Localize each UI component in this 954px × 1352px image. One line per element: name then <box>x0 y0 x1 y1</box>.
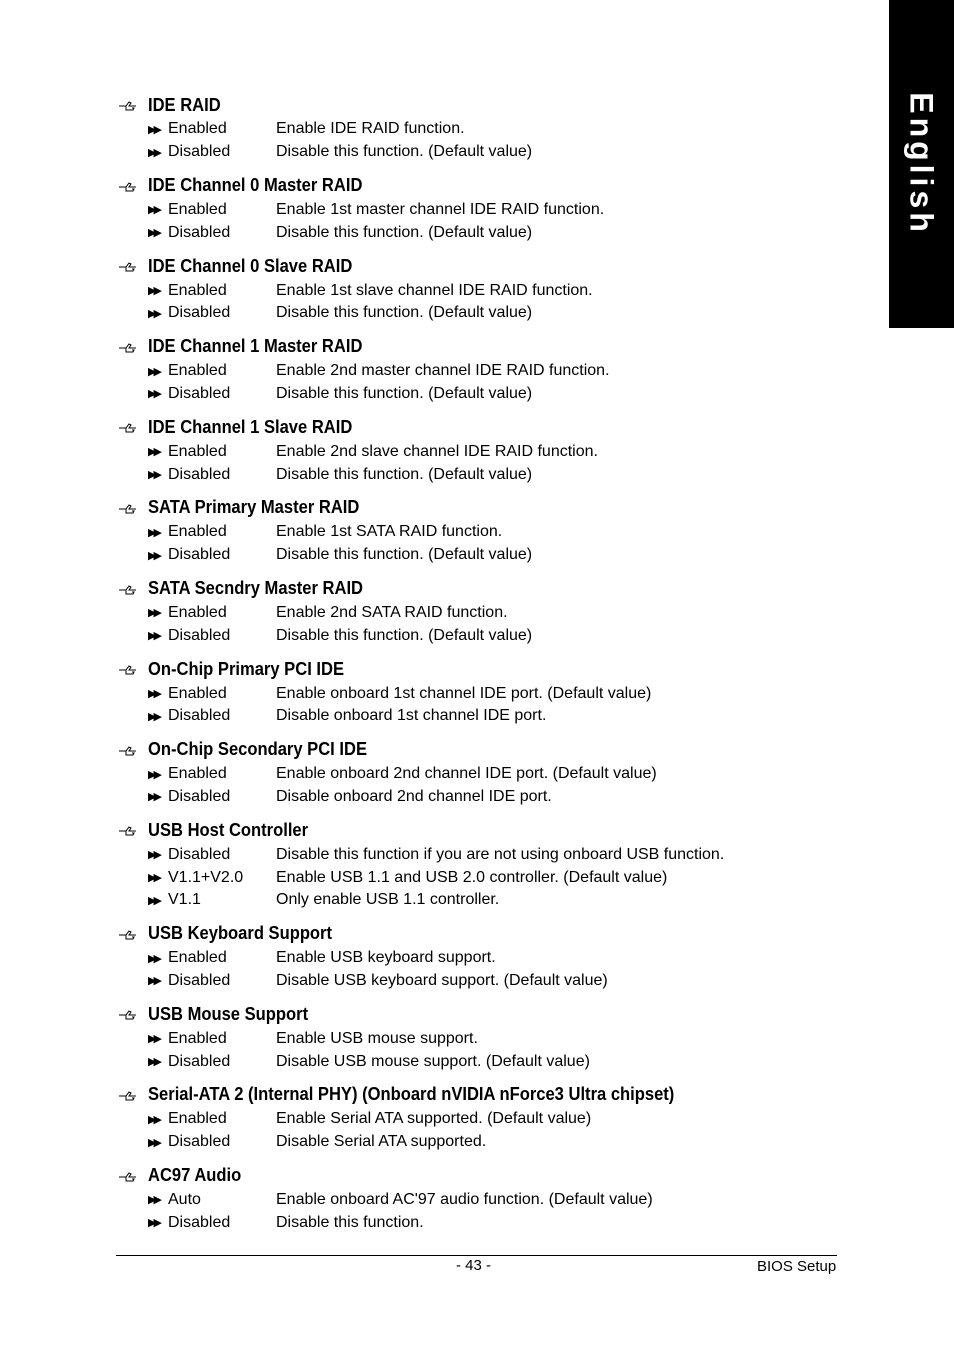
option-name: Disabled <box>168 143 231 161</box>
option-row <box>116 463 856 486</box>
bios-setting-section <box>116 334 856 406</box>
option-row <box>116 221 856 244</box>
double-arrow-icon: ▶▶ <box>148 446 159 459</box>
double-arrow-icon: ▶▶ <box>148 1217 159 1230</box>
setting-title: IDE RAID <box>148 94 221 115</box>
option-row <box>116 947 856 970</box>
option-name: Disabled <box>168 1052 231 1070</box>
pointing-hand-icon <box>118 744 138 756</box>
option-name: Enabled <box>168 523 227 541</box>
option-name: Enabled <box>168 442 227 460</box>
setting-title: AC97 Audio <box>148 1165 242 1186</box>
double-arrow-icon: ▶▶ <box>148 1113 159 1126</box>
bios-setting-section <box>116 173 856 245</box>
option-name: V1.1+V2.0 <box>168 868 244 886</box>
bios-setting-section <box>116 1082 856 1154</box>
bios-setting-section <box>116 817 856 911</box>
option-row <box>116 1211 856 1234</box>
option-row <box>116 383 856 406</box>
double-arrow-icon: ▶▶ <box>148 688 159 701</box>
double-arrow-icon: ▶▶ <box>148 526 159 539</box>
option-row <box>116 786 856 809</box>
option-name: Enabled <box>168 120 227 138</box>
setting-header <box>116 334 856 360</box>
pointing-hand-icon <box>118 99 138 111</box>
pointing-hand-icon <box>118 341 138 353</box>
option-description: Enable 1st master channel IDE RAID function. <box>276 200 605 218</box>
option-row <box>116 302 856 325</box>
pointing-hand-icon <box>118 421 138 433</box>
bios-options-list <box>116 92 856 1243</box>
option-name: Enabled <box>168 684 227 702</box>
option-name: Enabled <box>168 362 227 380</box>
option-name: Enabled <box>168 603 227 621</box>
option-row <box>116 889 856 912</box>
option-row <box>116 1131 856 1154</box>
double-arrow-icon: ▶▶ <box>148 307 159 320</box>
pointing-hand-icon <box>118 260 138 272</box>
option-name: Disabled <box>168 1213 231 1231</box>
bios-setting-section <box>116 576 856 648</box>
option-row <box>116 682 856 705</box>
option-name: Enabled <box>168 1110 227 1128</box>
language-tab <box>889 0 954 328</box>
double-arrow-icon: ▶▶ <box>148 285 159 298</box>
option-description: Only enable USB 1.1 controller. <box>276 891 500 909</box>
option-description: Enable onboard AC'97 audio function. (Default value) <box>276 1190 653 1208</box>
bios-setting-section <box>116 414 856 486</box>
option-description: Disable USB keyboard support. (Default value) <box>276 971 608 989</box>
setting-title: USB Keyboard Support <box>148 923 333 944</box>
setting-header <box>116 92 856 118</box>
bios-setting-section <box>116 1001 856 1073</box>
footer-divider <box>116 1255 837 1256</box>
setting-header <box>116 656 856 682</box>
option-row <box>116 602 856 625</box>
setting-header <box>116 576 856 602</box>
double-arrow-icon: ▶▶ <box>148 710 159 723</box>
double-arrow-icon: ▶▶ <box>148 1033 159 1046</box>
option-description: Enable 2nd slave channel IDE RAID function. <box>276 442 598 460</box>
option-description: Disable this function. (Default value) <box>276 626 533 644</box>
option-description: Enable Serial ATA supported. (Default value) <box>276 1110 592 1128</box>
double-arrow-icon: ▶▶ <box>148 469 159 482</box>
option-description: Disable this function. (Default value) <box>276 304 533 322</box>
setting-header <box>116 1082 856 1108</box>
setting-title: IDE Channel 1 Master RAID <box>148 336 363 357</box>
double-arrow-icon: ▶▶ <box>148 1056 159 1069</box>
double-arrow-icon: ▶▶ <box>148 894 159 907</box>
option-name: Enabled <box>168 281 227 299</box>
pointing-hand-icon <box>118 583 138 595</box>
option-name: Disabled <box>168 1133 231 1151</box>
double-arrow-icon: ▶▶ <box>148 123 159 136</box>
option-row <box>116 1050 856 1073</box>
option-name: Enabled <box>168 765 227 783</box>
option-description: Disable onboard 1st channel IDE port. <box>276 707 547 725</box>
double-arrow-icon: ▶▶ <box>148 1194 159 1207</box>
option-name: Disabled <box>168 546 231 564</box>
option-row <box>116 970 856 993</box>
option-name: Disabled <box>168 384 231 402</box>
option-row <box>116 1027 856 1050</box>
option-name: Disabled <box>168 626 231 644</box>
option-row <box>116 1189 856 1212</box>
option-name: Enabled <box>168 200 227 218</box>
option-row <box>116 199 856 222</box>
setting-header <box>116 817 856 843</box>
double-arrow-icon: ▶▶ <box>148 227 159 240</box>
option-description: Enable 1st SATA RAID function. <box>276 523 503 541</box>
footer-section-title: BIOS Setup <box>757 1258 837 1275</box>
double-arrow-icon: ▶▶ <box>148 849 159 862</box>
bios-setting-section <box>116 737 856 809</box>
bios-setting-section <box>116 92 856 164</box>
setting-title: USB Mouse Support <box>148 1003 309 1024</box>
pointing-hand-icon <box>118 1008 138 1020</box>
option-row <box>116 118 856 141</box>
bios-setting-section <box>116 253 856 325</box>
option-description: Disable this function. (Default value) <box>276 546 533 564</box>
setting-header <box>116 414 856 440</box>
pointing-hand-icon <box>118 180 138 192</box>
option-row <box>116 705 856 728</box>
option-description: Disable Serial ATA supported. <box>276 1133 487 1151</box>
option-description: Enable onboard 2nd channel IDE port. (Default value) <box>276 765 657 783</box>
setting-title: On-Chip Primary PCI IDE <box>148 658 345 679</box>
option-description: Disable USB mouse support. (Default value) <box>276 1052 590 1070</box>
option-description: Enable IDE RAID function. <box>276 120 465 138</box>
option-description: Enable USB keyboard support. <box>276 949 496 967</box>
double-arrow-icon: ▶▶ <box>148 975 159 988</box>
setting-header <box>116 173 856 199</box>
pointing-hand-icon <box>118 1089 138 1101</box>
double-arrow-icon: ▶▶ <box>148 791 159 804</box>
option-name: V1.1 <box>168 891 201 909</box>
option-name: Disabled <box>168 465 231 483</box>
option-row <box>116 279 856 302</box>
setting-header <box>116 253 856 279</box>
option-name: Disabled <box>168 707 231 725</box>
option-description: Disable onboard 2nd channel IDE port. <box>276 787 552 805</box>
option-name: Disabled <box>168 971 231 989</box>
option-row <box>116 866 856 889</box>
option-name: Auto <box>168 1190 201 1208</box>
option-description: Enable USB mouse support. <box>276 1029 478 1047</box>
double-arrow-icon: ▶▶ <box>148 388 159 401</box>
option-description: Enable USB 1.1 and USB 2.0 controller. (Default value) <box>276 868 668 886</box>
option-description: Enable 2nd SATA RAID function. <box>276 603 508 621</box>
option-name: Disabled <box>168 223 231 241</box>
pointing-hand-icon <box>118 824 138 836</box>
pointing-hand-icon <box>118 663 138 675</box>
double-arrow-icon: ▶▶ <box>148 365 159 378</box>
option-row <box>116 141 856 164</box>
option-description: Disable this function. (Default value) <box>276 223 533 241</box>
setting-header <box>116 921 856 947</box>
setting-title: SATA Secndry Master RAID <box>148 578 364 599</box>
option-row <box>116 763 856 786</box>
option-name: Enabled <box>168 949 227 967</box>
option-row <box>116 624 856 647</box>
option-row <box>116 521 856 544</box>
option-row <box>116 440 856 463</box>
setting-header <box>116 495 856 521</box>
option-description: Enable 1st slave channel IDE RAID function. <box>276 281 593 299</box>
option-row <box>116 360 856 383</box>
option-description: Disable this function. (Default value) <box>276 384 533 402</box>
option-row <box>116 1108 856 1131</box>
option-name: Enabled <box>168 1029 227 1047</box>
option-name: Disabled <box>168 845 231 863</box>
option-row <box>116 843 856 866</box>
double-arrow-icon: ▶▶ <box>148 768 159 781</box>
bios-setting-section <box>116 495 856 567</box>
double-arrow-icon: ▶▶ <box>148 607 159 620</box>
setting-title: USB Host Controller <box>148 819 309 840</box>
option-name: Disabled <box>168 304 231 322</box>
option-description: Disable this function if you are not using onboard USB function. <box>276 845 725 863</box>
double-arrow-icon: ▶▶ <box>148 1136 159 1149</box>
bios-setting-section <box>116 1163 856 1235</box>
double-arrow-icon: ▶▶ <box>148 630 159 643</box>
double-arrow-icon: ▶▶ <box>148 146 159 159</box>
page-number: - 43 - <box>456 1257 492 1274</box>
double-arrow-icon: ▶▶ <box>148 204 159 217</box>
language-tab-label: English <box>903 92 940 236</box>
double-arrow-icon: ▶▶ <box>148 549 159 562</box>
setting-title: Serial-ATA 2 (Internal PHY) (Onboard nVIDIA nForce3 Ultra chipset) <box>148 1084 675 1105</box>
option-row <box>116 544 856 567</box>
option-description: Disable this function. <box>276 1213 424 1231</box>
setting-title: SATA Primary Master RAID <box>148 497 360 518</box>
setting-header <box>116 737 856 763</box>
setting-title: IDE Channel 1 Slave RAID <box>148 416 353 437</box>
setting-title: IDE Channel 0 Slave RAID <box>148 255 353 276</box>
option-description: Disable this function. (Default value) <box>276 143 533 161</box>
bios-setting-section <box>116 921 856 993</box>
option-description: Enable onboard 1st channel IDE port. (Default value) <box>276 684 652 702</box>
setting-header <box>116 1001 856 1027</box>
setting-header <box>116 1163 856 1189</box>
option-name: Disabled <box>168 787 231 805</box>
setting-title: On-Chip Secondary PCI IDE <box>148 739 368 760</box>
option-description: Enable 2nd master channel IDE RAID function. <box>276 362 610 380</box>
bios-setting-section <box>116 656 856 728</box>
pointing-hand-icon <box>118 1170 138 1182</box>
double-arrow-icon: ▶▶ <box>148 872 159 885</box>
option-description: Disable this function. (Default value) <box>276 465 533 483</box>
setting-title: IDE Channel 0 Master RAID <box>148 175 363 196</box>
double-arrow-icon: ▶▶ <box>148 952 159 965</box>
pointing-hand-icon <box>118 928 138 940</box>
pointing-hand-icon <box>118 502 138 514</box>
